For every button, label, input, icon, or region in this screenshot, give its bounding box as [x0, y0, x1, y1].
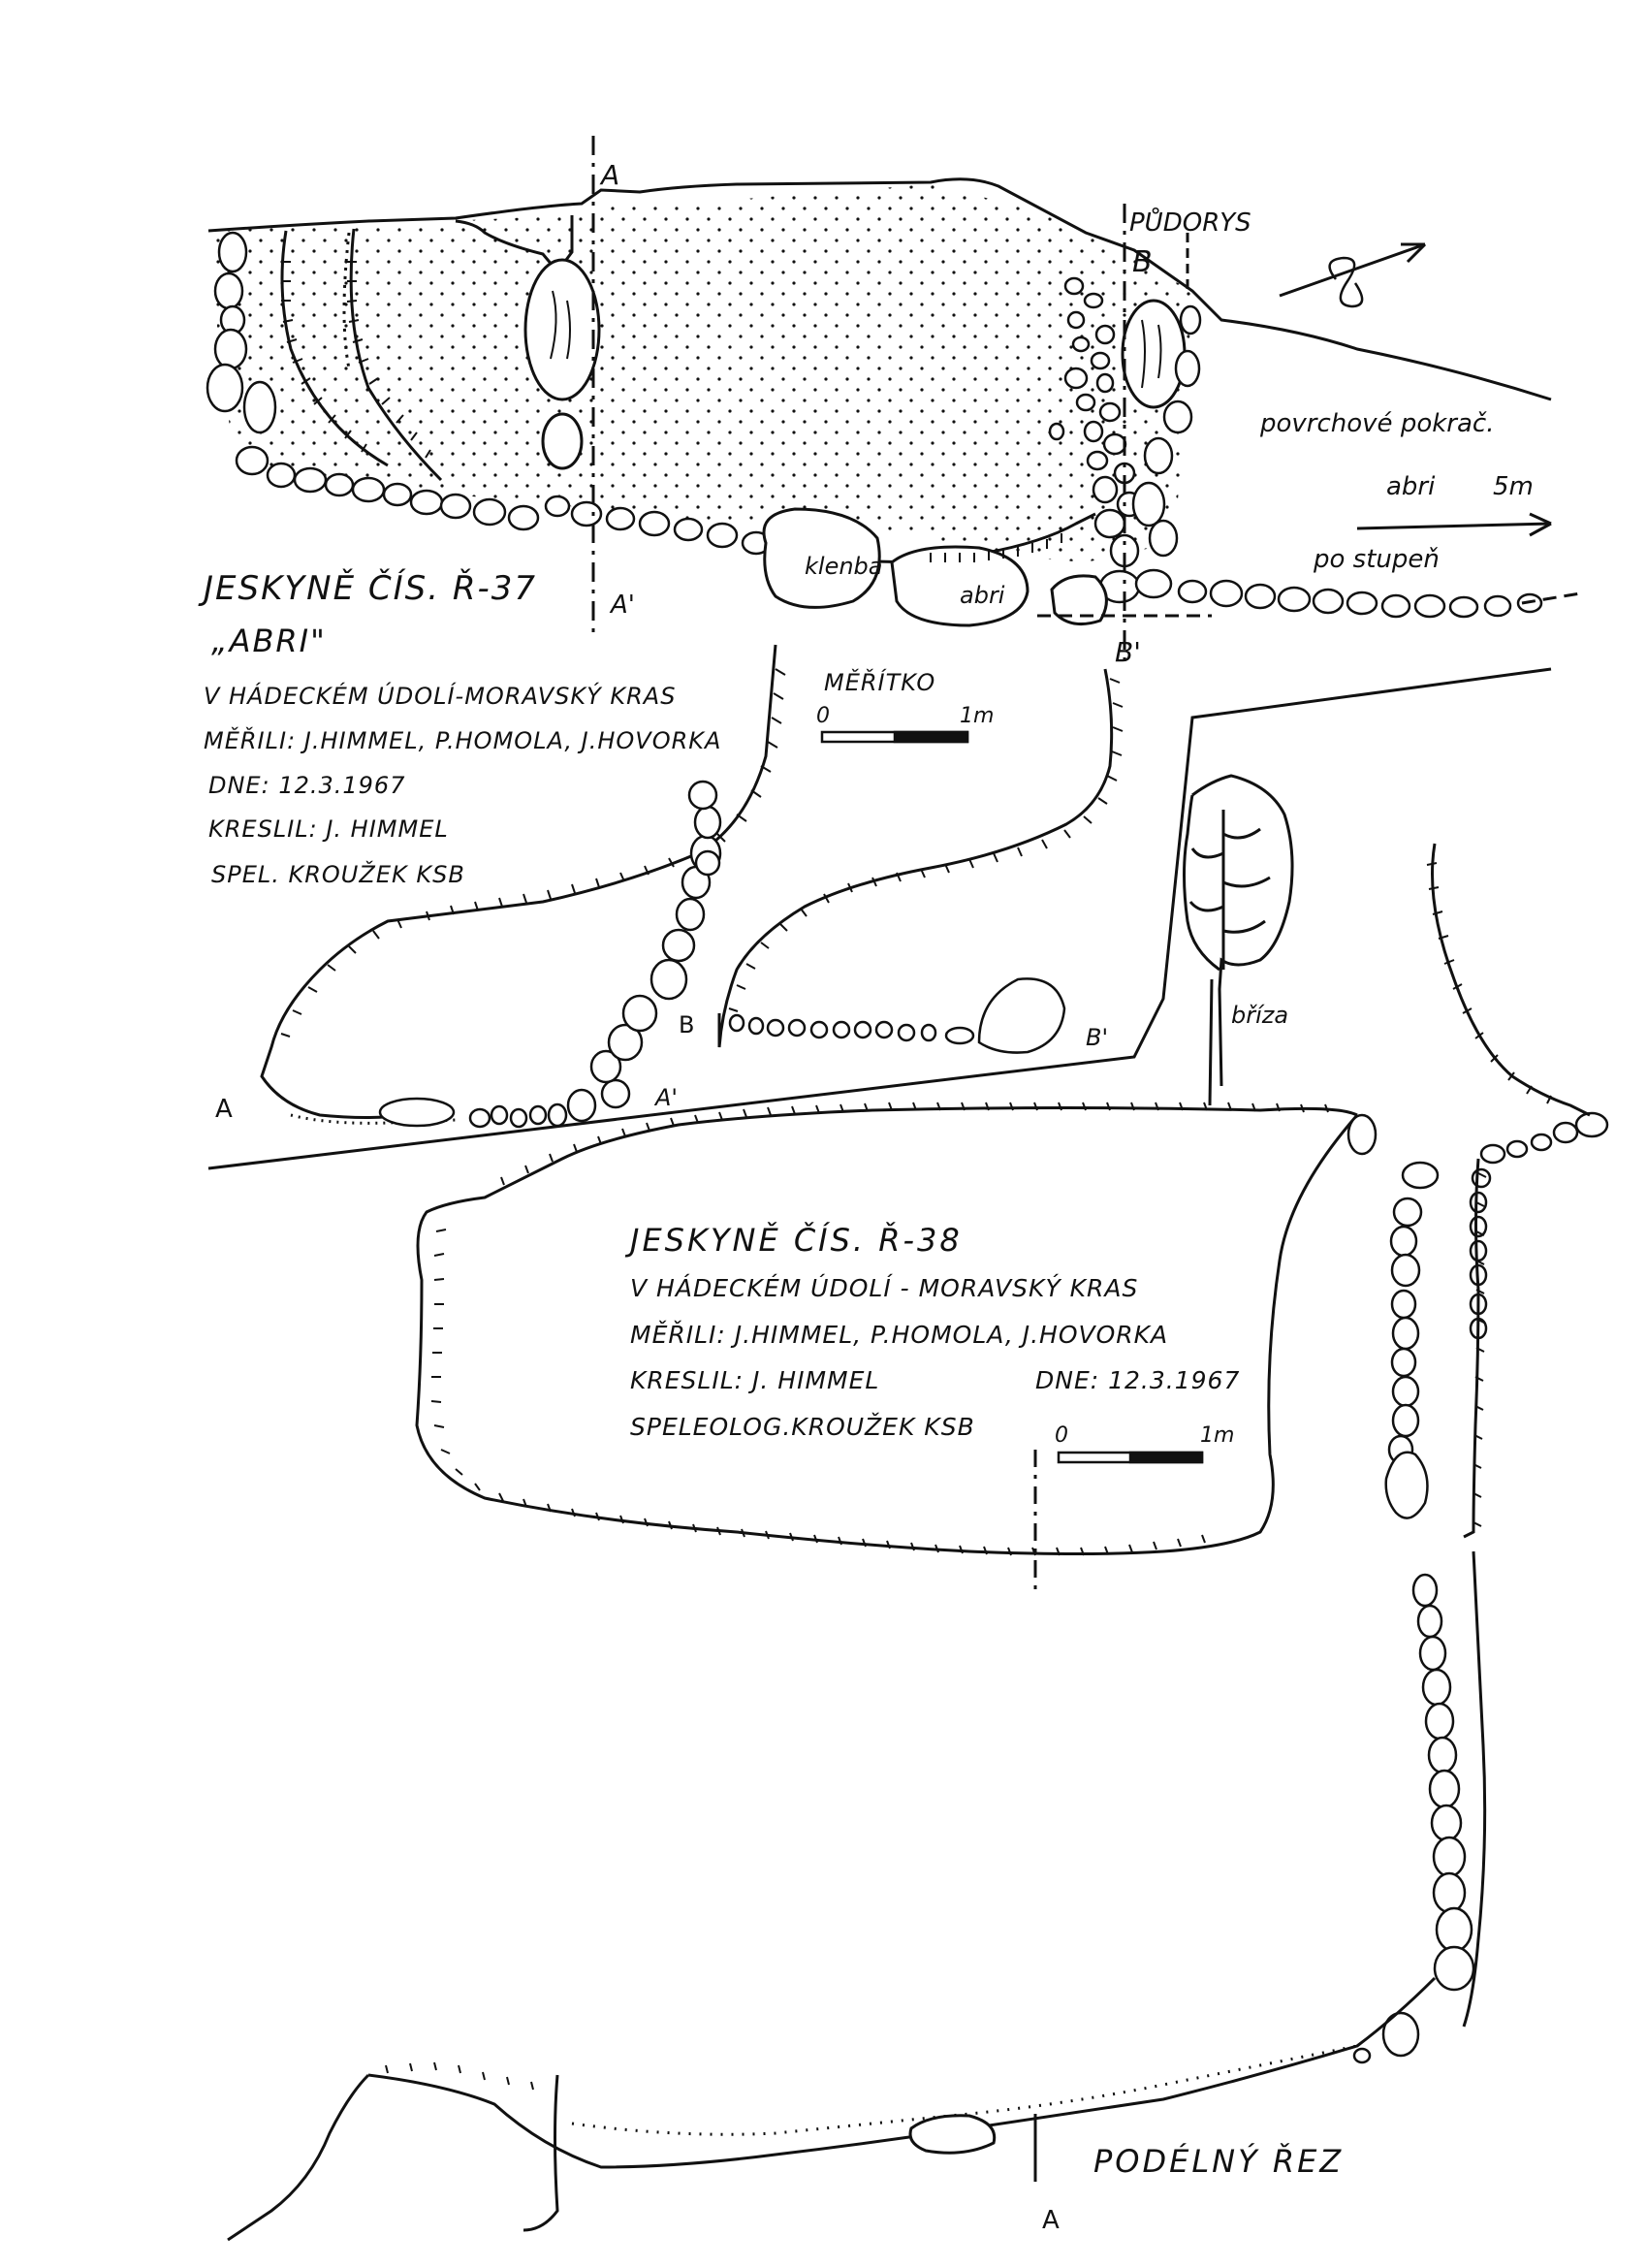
cave38-profile-hatching: [386, 2062, 533, 2090]
surface-note-1: povrchové pokrač.: [1260, 409, 1495, 438]
cave38-surveyed: MĚŘILI: J.HIMMEL, P.HOMOLA, J.HOVORKA: [630, 1321, 1169, 1349]
arch-label-1: klenba: [805, 553, 883, 580]
cave37-scale-zero: 0: [816, 704, 830, 728]
cave38-scale-end: 1m: [1200, 1423, 1235, 1448]
cave37-xsec-b: B: [679, 1011, 695, 1038]
arch-label-2: abri: [960, 582, 1005, 609]
cave37-xsec-a-prime: A': [655, 1084, 679, 1111]
cave38-drawing: [228, 776, 1607, 2240]
cave38-shaft-stones: [1348, 1115, 1438, 1518]
cave38-date: DNE: 12.3.1967: [1035, 1366, 1241, 1394]
cave38-labels: [624, 1002, 1344, 2235]
cave37-section-b-hatching: [729, 679, 1123, 1011]
surface-note-3: 5m: [1493, 472, 1534, 501]
cave37-location: V HÁDECKÉM ÚDOLÍ-MORAVSKÝ KRAS: [204, 683, 677, 710]
cave37-xsec-a: A: [215, 1095, 233, 1124]
north-arrow-icon: [1280, 244, 1425, 306]
cave37-drawn: KRESLIL: J. HIMMEL: [208, 815, 449, 843]
cave38-location: V HÁDECKÉM ÚDOLÍ - MORAVSKÝ KRAS: [630, 1274, 1139, 1302]
cave37-sections: [208, 645, 1551, 1168]
direction-arrow-icon: [1357, 514, 1551, 535]
plan-section-a: A: [601, 159, 620, 191]
cave38-shaft-right-wall: [1433, 844, 1591, 1115]
birch-tree-icon: [1185, 776, 1293, 1105]
cave37-xsec-b-prime: B': [1086, 1024, 1109, 1051]
cave37-name: „ABRI": [211, 623, 327, 659]
cave38-title: JESKYNĚ ČÍS. Ř-38: [630, 1222, 963, 1259]
cave37-scale-end: 1m: [960, 704, 995, 728]
boulder-icon: [543, 414, 582, 468]
surface-note-2: abri: [1386, 472, 1436, 501]
boulder-icon: [910, 2116, 995, 2153]
boulder-icon: [525, 260, 599, 399]
plan-section-b: B: [1132, 245, 1153, 279]
cave38-lower-shaft-stones: [1354, 1575, 1473, 2062]
cave38-tree-label: bříza: [1231, 1002, 1289, 1029]
plan-heading: PŮDORYS: [1129, 208, 1251, 238]
cave38-profile-cliff: [228, 2075, 368, 2240]
cave38-profile-roof: [368, 1978, 1435, 2167]
cave37-scale-title: MĚŘÍTKO: [824, 669, 936, 696]
plan-section-a-prime: A': [611, 591, 635, 620]
cave38-shaft-left-wall: [1464, 1159, 1478, 1537]
cave38-scale-zero: 0: [1055, 1423, 1068, 1448]
cave38-section-marker: A: [1042, 2206, 1060, 2235]
plan-floor-area: [213, 184, 1192, 562]
cave38-club: SPELEOLOG.KROUŽEK KSB: [630, 1413, 975, 1441]
scale-bar-icon: [1059, 1453, 1202, 1462]
cave37-date: DNE: 12.3.1967: [208, 772, 406, 799]
cave38-section-title: PODÉLNÝ ŘEZ: [1093, 2143, 1345, 2180]
scale-bar-icon: [822, 732, 967, 742]
cave37-surveyed: MĚŘILI: J.HIMMEL, P.HOMOLA, J.HOVORKA: [204, 727, 722, 754]
cave38-profile-left-floor: [523, 2075, 557, 2230]
cave38-drawn: KRESLIL: J. HIMMEL: [630, 1366, 880, 1394]
boulder-icon: [1123, 301, 1185, 407]
cave37-section-b-floor-stones: [730, 978, 1064, 1052]
cave37-club: SPEL. KROUŽEK KSB: [211, 861, 465, 888]
cave37-title: JESKYNĚ ČÍS. Ř-37: [204, 569, 538, 608]
plan-section-b-prime: B': [1115, 636, 1141, 668]
step-note: po stupeň: [1314, 545, 1440, 574]
cave38-shaft-stones-right: [1471, 1113, 1607, 1338]
